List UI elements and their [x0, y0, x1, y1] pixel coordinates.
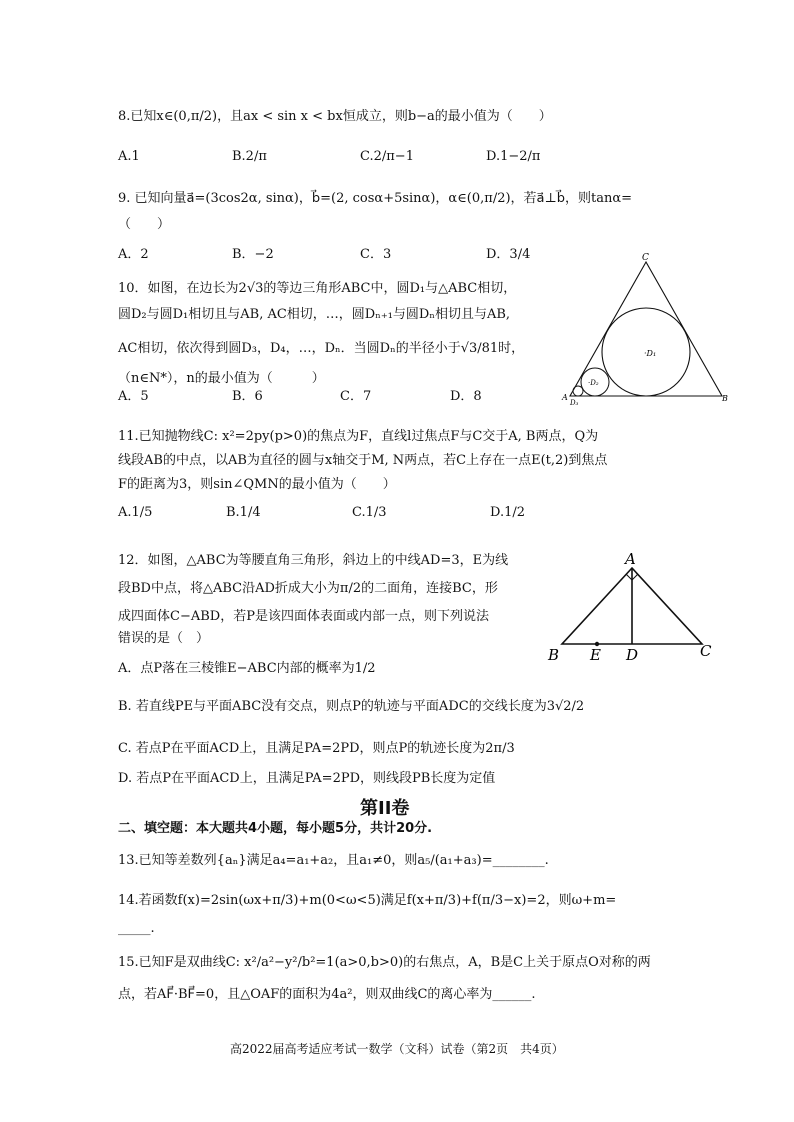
q12-label-c: C: [700, 642, 712, 660]
q10-option-c: C．7: [340, 389, 372, 404]
part2-title: 第II卷: [360, 798, 410, 819]
q10-line4: （n∈N*），n的最小值为（ ）: [118, 371, 325, 386]
q11-line1: 11.已知抛物线C: x²=2py(p>0)的焦点为F，直线l过焦点F与C交于A, B两点，Q为: [118, 429, 599, 444]
q11-option-c: C.1/3: [352, 505, 387, 520]
q10-label-d1: ·D₁: [644, 349, 657, 358]
q15-line2: 点，若AF⃗·BF⃗=0，且△OAF的面积为4a²，则双曲线C的离心率为______.: [118, 987, 536, 1002]
q9-option-d: D．3/4: [486, 247, 531, 262]
q12-line3: 成四面体C−ABD，若P是该四面体表面或内部一点，则下列说法: [118, 609, 489, 624]
q12-line4: 错误的是（ ）: [118, 631, 210, 646]
q12-triangle-figure: [540, 548, 730, 668]
q11-line3: F的距离为3，则sin∠QMN的最小值为（ ）: [118, 477, 396, 492]
q11-option-b: B.1/4: [226, 505, 261, 520]
q15-line1: 15.已知F是双曲线C: x²/a²−y²/b²=1(a>0,b>0)的右焦点，A，B是C上关于原点O对称的两: [118, 955, 651, 970]
q10-line2: 圆D₂与圆D₁相切且与AB, AC相切，…，圆Dₙ₊₁与圆Dₙ相切且与AB,: [118, 307, 511, 322]
q12-line2: 段BD中点，将△ABC沿AD折成大小为π/2的二面角，连接BC，形: [118, 581, 498, 596]
q11-line2: 线段AB的中点，以AB为直径的圆与x轴交于M, N两点，若C上存在一点E(t,2)到焦点: [118, 453, 608, 468]
q14-line1: 14.若函数f(x)=2sin(ωx+π/3)+m(0<ω<5)满足f(x+π/3)+f(π/3−x)=2，则ω+m=: [118, 893, 617, 908]
q13-stem: 13.已知等差数列{aₙ}满足a₄=a₁+a₂，且a₁≠0，则a₅/(a₁+a₃)=________.: [118, 853, 549, 868]
q10-label-b: B: [722, 394, 728, 403]
q10-label-d3: D₃: [570, 399, 579, 407]
q12-option-a: A．点P落在三棱锥E−ABC内部的概率为1/2: [118, 661, 376, 676]
q11-option-d: D.1/2: [490, 505, 526, 520]
q14-line2: _____.: [118, 921, 155, 936]
q9-option-a: A．2: [118, 247, 149, 262]
q10-label-a: A: [562, 393, 568, 402]
q10-triangle-figure: [560, 250, 740, 410]
q8-option-b: B.2/π: [232, 149, 267, 164]
q9-option-b: B．−2: [232, 247, 274, 262]
q12-option-d: D. 若点P在平面ACD上，且满足PA=2PD，则线段PB长度为定值: [118, 771, 496, 786]
fill-in-section-heading: 二、填空题：本大题共4小题，每小题5分，共计20分.: [118, 821, 433, 836]
q8-option-c: C.2/π−1: [360, 149, 414, 164]
q10-line1: 10．如图，在边长为2√3的等边三角形ABC中，圆D₁与△ABC相切，: [118, 281, 517, 296]
q11-option-a: A.1/5: [118, 505, 153, 520]
q10-option-d: D．8: [450, 389, 482, 404]
q9-option-c: C．3: [360, 247, 392, 262]
q12-label-e: E: [590, 646, 601, 664]
q10-option-a: A．5: [118, 389, 149, 404]
q12-option-b: B. 若直线PE与平面ABC没有交点，则点P的轨迹与平面ADC的交线长度为3√2/2: [118, 699, 585, 714]
q8-option-d: D.1−2/π: [486, 149, 541, 164]
q9-stem: 9. 已知向量a⃗=(3cos2α, sinα)，b⃗=(2, cosα+5sinα)，α∈(0,π/2)，若a⃗⊥b⃗，则tanα=: [118, 191, 633, 206]
q10-label-d2: ·D₂: [588, 379, 599, 387]
q10-circle-d3: [573, 386, 583, 396]
q12-label-b: B: [548, 646, 560, 664]
q8-option-a: A.1: [118, 149, 140, 164]
q10-line3: AC相切，依次得到圆D₃，D₄，…，Dₙ．当圆Dₙ的半径小于√3/81时，: [118, 341, 525, 356]
q12-label-d: D: [626, 646, 639, 664]
q12-line1: 12．如图，△ABC为等腰直角三角形，斜边上的中线AD=3，E为线: [118, 553, 509, 568]
q12-option-c: C. 若点P在平面ACD上，且满足PA=2PD，则点P的轨迹长度为2π/3: [118, 741, 515, 756]
q10-option-b: B．6: [232, 389, 263, 404]
page-footer: 高2022届高考适应考试一数学（文科）试卷（第2页 共4页）: [230, 1042, 564, 1056]
q9-stem-bracket: （ ）: [118, 217, 171, 232]
q8-stem: 8.已知x∈(0,π/2)，且ax < sin x < bx恒成立，则b−a的最小值为（ ）: [118, 109, 552, 124]
q10-label-c: C: [642, 253, 649, 263]
q12-label-a: A: [625, 550, 636, 568]
q10-triangle: [570, 262, 722, 396]
